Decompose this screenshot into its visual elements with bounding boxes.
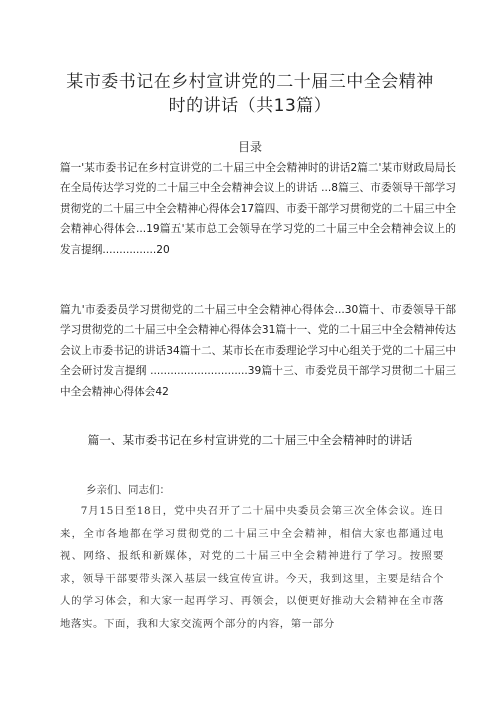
document-title: 某市委书记在乡村宣讲党的二十届三中全会精神时的讲话（共13篇） — [66, 72, 434, 116]
body-paragraph: 7月15日至18日，党中央召开了二十届中央委员会第三次全体会议。连日来，全市各地都在学习贯彻党的二十届三中全会精神，相信大家也都通过电视、网络、报纸和新媒体，对党的二十届三中全会精神进行了学习。按照要求，领导干部要带头深入基层一线宣传宣讲。今天，我到这里，主要是结合个人的学习体会，和大家一起再学习、再领会，以便更好推动大会精神在全市落地落实。下面，我和大家交流两个部分的内容，第一部分 — [60, 505, 444, 630]
toc-entries-block-1: 篇一'某市委书记在乡村宣讲党的二十届三中全会精神时的讲话2篇二'某市财政局局长在全局传达学习党的二十届三中全会精神会议上的讲话 ...8篇三、市委领导干部学习贯彻党的二十届三中全会精神心得体会17篇四、市委干部学习贯彻党的二十届三中全会精神心得体会...19篇五'某市总工会领导在学习党的二十届三中全会精神会议上的发言提纲................20 — [60, 162, 456, 256]
article-title: 篇一、某市委书记在乡村宣讲党的二十届三中全会精神时的讲话 — [87, 433, 413, 447]
toc-heading: 目录 — [237, 140, 262, 154]
salutation: 乡亲们、同志们： — [86, 484, 170, 496]
toc-entries-block-2: 篇九'市委委员学习贯彻党的二十届三中全会精神心得体会...30篇十、市委领导干部学习贯彻党的二十届三中全会精神心得体会31篇十一、党的二十届三中全会精神传达会议上市委书记的讲话34篇十二、某市长在市委理论学习中心组关于党的二十届三中全会研讨发言提纲 .............................39篇十三、市委党员干部学习贯彻二十届三中全会精神心得体会42 — [60, 304, 456, 398]
